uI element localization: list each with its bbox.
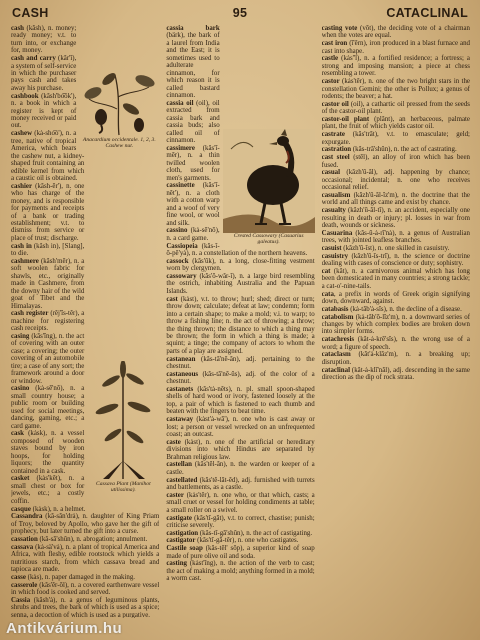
headword: cat (321, 267, 331, 275)
dictionary-entry (322, 336, 470, 351)
headword: casualty (321, 207, 346, 215)
headword: cashmere (11, 257, 39, 265)
dictionary-entry (166, 416, 314, 438)
headword: castration (321, 146, 352, 154)
headword: cash in (11, 242, 32, 250)
headword: castor oil (321, 100, 349, 108)
definition: (kăzh'ū-ăl-tĭ), n. an accident, especially one resulting in death or injury; pl. losses in war from death, wounds or sickness. (321, 207, 470, 230)
definition: (kăs-tā'nē-ŭs), adj. of the color of a chestnut. (166, 370, 315, 386)
headword: Cassia (11, 596, 31, 604)
headword: casque (11, 505, 31, 513)
headword: cata (321, 290, 334, 298)
definition: (kăt-ȧ-klī'năl), adj. descending in the same direction as the dip of rock strata. (321, 366, 470, 382)
definition: (kȧ-sē'nō), n. a small country house; a public room or building used for social meetings, dancing, gaming, etc.; a card game. (11, 385, 85, 430)
headword: casino (11, 385, 30, 393)
dictionary-entry (322, 351, 470, 366)
headword: cassia bark (166, 25, 220, 32)
definition: (bärk), the bark of a laurel from India and the East; it is sometimes used to adulterate cinnamon, for which reason it is called bastard cinnamon. (166, 32, 220, 100)
headword: castellan (166, 461, 192, 469)
headword: casting (166, 560, 188, 568)
headword: casual (321, 169, 341, 177)
dictionary-entry (11, 582, 159, 597)
headword: casuist (321, 245, 342, 252)
headword: Cassandra (11, 513, 43, 521)
definition: (vōt), the deciding vote of a chairman when the votes are equal. (321, 25, 470, 40)
dictionary-entry (322, 367, 470, 382)
definition: (kă-săn'drȧ), n. daughter of King Priam of Troy, beloved by Apollo, who gave her the gift of prophecy, but later turned the gift into a curse. (11, 513, 160, 536)
definition: (kăs'tĕ-lāt-ĕd), adj. furnished with turrets and battlements, as a castle. (166, 476, 315, 492)
headword: castaway (166, 416, 194, 424)
cashew-plant-illustration (79, 69, 159, 137)
headword: catabasis (321, 305, 349, 313)
definition: (kăzh'ū-ăl), adj. happening by chance; occasional; incidental; n. one who receives occasional relief. (321, 169, 470, 192)
headword: cassimere (166, 144, 195, 152)
headword: casse (11, 573, 26, 581)
dictionary-entry (166, 477, 314, 492)
dictionary-entry (322, 55, 470, 77)
column-3 (322, 25, 470, 618)
headword: cash register (11, 310, 49, 318)
headword: castor (321, 78, 340, 86)
watermark: Antikvárium.hu (6, 620, 123, 637)
definition: (kăsh'bo͝ok'), n. a book in which a register is kept of money received or paid out. (11, 92, 77, 130)
cashew-figure (79, 69, 159, 149)
definition: (kăsh in), [Slang], to die. (11, 242, 85, 258)
dictionary-entry (322, 306, 470, 313)
definition: (kȧ-sä'vȧ), n. a plant of tropical America and Africa, with fleshy, edible rootstock which yields a nutritious starch, from which cassava bread and tapioca are made. (11, 543, 160, 574)
headword: casuistry (321, 252, 349, 260)
header-right-guideword: CATACLINAL (386, 6, 468, 20)
column-2 (166, 25, 314, 618)
dictionary-entry (11, 506, 159, 513)
dictionary-entry (11, 243, 159, 258)
dictionary-entry (11, 513, 159, 535)
dictionary-entry (166, 25, 314, 100)
headword: cast (166, 295, 178, 303)
headword: cash and carry (11, 55, 56, 63)
headword: Castile soap (166, 545, 203, 553)
dictionary-entry (166, 537, 314, 544)
definition: (kăs'tĕl-ăn), n. the warden or keeper of a castle. (166, 461, 315, 476)
headword: casting vote (321, 25, 358, 32)
definition: (stēl), an alloy of iron which has been fused. (321, 154, 470, 169)
headword: castle (321, 55, 339, 63)
dictionary-entry (166, 461, 314, 476)
definition: (kȧs'kĕt), n. a small chest or box for jewels, etc.; a costly coffin. (11, 475, 85, 505)
definition: (kȧ-tăb'ȧ-sĭs), n. the decline of a disease. (348, 305, 462, 313)
dictionary-entry (166, 296, 314, 356)
dictionary-entry (166, 439, 314, 461)
headword: cask (11, 430, 25, 438)
header-left-guideword: CASH (12, 6, 49, 20)
dictionary-entry (11, 183, 159, 243)
dictionary-entry (11, 574, 159, 581)
dictionary-entry (322, 268, 470, 290)
definition: (kȧs), n. paper damaged in the making. (25, 573, 136, 581)
dictionary-entry (322, 146, 470, 153)
definition: (kȧs'tẽr), n. one who, or that which, casts; a small cruet or vessel for holding condiments at table; a small roller on a swivel. (166, 491, 315, 514)
dictionary-entry (322, 78, 470, 100)
dictionary-entry (322, 207, 470, 229)
headword: castor-oil plant (321, 115, 370, 123)
headword: casket (11, 475, 30, 483)
headword: casing (11, 332, 30, 340)
dictionary-entry (11, 597, 159, 618)
dictionary-entry (322, 291, 470, 306)
dictionary-entry (11, 544, 159, 574)
definition: (kȧsk), n. a vessel composed of wooden staves bound by iron hoops, for holding liquors; the quantity contained in a cask. (11, 430, 85, 475)
headword: cassowary (166, 273, 197, 281)
cassowary-figure (223, 129, 315, 245)
headword: castigate (166, 514, 192, 522)
dictionary-entry (166, 530, 314, 537)
definition: (kȧst), v.t. to throw; hurl; shed; direct or turn; throw down; calculate; defeat at law; condemn; form into a certain shape; to make a mold; v.i. to warp; to throw a fishing line; n. the act of throwing; a throw; the thing thrown; the distance to which a thing may be thrown; the form in which a thing is made; a squint; a tinge; the company of actors to whom the parts of a play are assigned. (166, 295, 315, 355)
definition: (kăsh-ēr'), n. one who has charge of the money, and is responsible for payments and receipts of a bank or trading establishment; v.t. to dismiss from service or place of trust; discharge. (11, 182, 85, 242)
definition: (kăt-ȧ-krē'sĭs), n. the wrong use of a word; a figure of speech. (321, 336, 470, 351)
dictionary-entry (322, 230, 470, 245)
dictionary-entry (322, 192, 470, 207)
columns (11, 25, 470, 618)
definition: (kăsh'mēr), n. a soft woolen fabric for shawls, etc., originally made in Cashmere, from the downy hair of the wild goat of Tibet and the Himalayas. (11, 257, 85, 310)
definition: (kăzh'ū-ĭs-trĭ), n. the science or doctrine dealing with cases of conscience or duty; sophistry. (321, 252, 470, 268)
definition: (kăt'ȧ-klăz'm), n. a breaking up; disruption. (321, 351, 470, 366)
dictionary-entry (166, 258, 314, 273)
dictionary-entry (166, 386, 314, 416)
definition: (kăs'ō-wâr-ĭ), n. a large bird resembling the ostrich, inhabiting Australia and the Papuan Islands. (166, 273, 315, 295)
definition: (kȧst'ȧ-wā'), n. one who is cast away or lost; a person or vessel wrecked on an unfrequented coast; an outcast. (166, 416, 315, 439)
definition: (kăr'ĭ), a system of self-service in which the purchaser pays cash and takes away his purchase. (11, 55, 77, 92)
dictionary-entry (11, 310, 159, 332)
definition: (kăzh'ū-ĭst), n. one skilled in casuistry. (341, 245, 450, 252)
definition: (kȧst'ĭng), n. the action of the verb to cast; the act of making a mold; anything formed in a mold; a worm cast. (166, 560, 315, 583)
definition: (oil), oil extracted from cassia bark and cassia buds; also called oil of cinnamon. (166, 99, 220, 145)
definition: (plănt), an herbaceous, palmate plant, the fruit of which yields castor oil. (321, 115, 470, 131)
definition: (kăs'ŭk), n. a long, close-fitting vestment worn by clergymen. (166, 257, 315, 273)
definition: (kăs'ĭ-mēr), n. a thin twilled woolen cloth, used for men's garments. (166, 144, 220, 182)
headword: cassino (166, 227, 188, 235)
dictionary-entry (166, 356, 314, 371)
cassava-figure (87, 361, 159, 493)
cassava-caption: Cassava Plant (Manihot utilissima). (95, 481, 151, 493)
headword: castaneous (166, 370, 199, 378)
definition: (kăs'tĭ-gāt), v.t. to correct, chastise; punish; criticise severely. (166, 514, 315, 529)
definition: (kăs'ẽr-ōl), n. a covered earthenware vessel in which food is cooked and served. (11, 581, 160, 597)
definition: (kăs-ĭ-ō-pē'yȧ), n. a constellation of the northern heavens. (166, 242, 308, 258)
headword: cataclinal (321, 366, 350, 374)
dictionary-entry (166, 515, 314, 530)
headword: castrate (321, 131, 345, 139)
definition: (kās'ĭng), n. the act of covering with an outer case; a covering; the outer covering of an automobile tire; a case of any sort; the framework around a door or window. (11, 332, 85, 385)
dictionary-entry (322, 253, 470, 268)
dictionary-entry (322, 245, 470, 252)
cassowary-caption: Crested Cassowary (Casuarius galeatus). (233, 233, 304, 245)
dictionary-entry (322, 40, 470, 55)
definition: (kȧs''l), n. a fortified residence; a fortress; a strong and imposing mansion; a piece at chess resembling a tower. (321, 55, 470, 78)
dictionary-entry (11, 25, 159, 55)
definition: (kăs'ĭ-nĕt'), n. a cloth with a cotton warp and a woof of very fine wool, or wool and silk. (166, 182, 220, 227)
headword: cataclasm (321, 351, 351, 359)
headword: catabolism (321, 313, 354, 321)
dictionary-entry (166, 545, 314, 560)
definition: (kăsh'ȧ), n. a genus of leguminous plants, shrubs and trees, the bark of which is used as a spice; senna, a decoction of which is used as a purgative. (11, 596, 160, 618)
cassava-plant-illustration (87, 361, 159, 481)
running-header (12, 6, 468, 22)
definition: (kăzh'ū-ăl-ĭz'm), n. the doctrine that the world and all things came and exist by chance. (321, 191, 470, 207)
dictionary-entry (166, 273, 314, 295)
headword: cashew (11, 130, 33, 138)
headword: cash (11, 25, 25, 32)
headword: caster (166, 491, 184, 499)
definition: (kăs-trā'shŭn), n. the act of castrating. (351, 146, 457, 154)
dictionary-entry (11, 536, 159, 543)
definition: (kȧ-tăb'ō-lĭz'm), n. a downward series of changes by which complex bodies are broken down into simpler forms. (321, 313, 470, 336)
headword: casserole (11, 581, 38, 589)
definition: (kăs-ū-ȧ-rī'nȧ), n. a genus of Australian trees, with jointed leafless branches. (321, 229, 470, 245)
dictionary-entry (322, 25, 470, 40)
headword: cashbook (11, 92, 39, 100)
headword: cassock (166, 257, 189, 265)
definition: (kăt), n. a carnivorous animal which has long been domesticated in many countries; a strong tackle; a cat-o'-nine-tails. (321, 267, 470, 290)
definition: (kă-sā'shŭn), n. abrogation; annulment. (37, 535, 148, 543)
cassowary-illustration (223, 129, 315, 233)
dictionary-entry (166, 492, 314, 514)
definition: (kȧ-sho͞o'), n. a tree, native of tropical America, which bears the cashew nut, a kidney-shaped fruit containing an edible kernel from which a caustic oil is obtained. (11, 130, 85, 182)
cashew-caption: Anacardium occidentale. 1, 2, 3. Cashew nut. (82, 137, 156, 149)
headword: casualism (321, 191, 351, 199)
headword: cassava (11, 543, 34, 551)
headword: cashier (11, 182, 33, 190)
dictionary-entry (11, 258, 159, 310)
headword: castigator (166, 537, 196, 545)
definition: (kȧs'tẽr), n. one of the two bright stars in the constellation Gemini; the other is Pollux; a genus of rodents; the beaver; a hat. (321, 78, 470, 100)
definition: (kăs'tĭ-gā-tẽr), n. one who castigates. (195, 537, 299, 545)
definition: (kăs-tĭ-gā'shŭn), n. the act of castigating. (198, 529, 313, 537)
headword: castanets (166, 386, 194, 394)
headword: cassia oil (166, 99, 194, 107)
headword: cast steel (321, 154, 350, 162)
definition: (rĕj'ĭs-tẽr), a machine for registering cash receipts. (11, 310, 85, 333)
column-1 (11, 25, 159, 618)
dictionary-entry (322, 131, 470, 146)
headword: castanean (166, 355, 196, 363)
headword: cassinette (166, 182, 195, 190)
definition: (kăs'tȧ-nĕts), n. pl. small spoon-shaped shells of hard wood or ivory, fastened loosely at the top, a pair of which is fastened to each thumb and beaten with the fingers to beat time. (166, 386, 315, 416)
definition: , a prefix in words of Greek origin signifying down, downward, against. (321, 290, 470, 306)
definition: (kăs-tēl' sōp), a superior kind of soap made of pure olive oil and soda. (166, 545, 315, 560)
headword: castigation (166, 529, 199, 537)
definition: (kăsh), n. money; ready money; v.t. to turn into, or exchange for, money. (11, 25, 77, 55)
headword: cassation (11, 535, 38, 543)
headword: caste (166, 438, 181, 446)
definition: (kăs'trāt), v.t. to emasculate; geld; expurgate. (321, 131, 470, 146)
definition: (kȧst), n. one of the artificial or hereditary divisions into which Hindus are separated by Brahman religious law. (166, 438, 315, 461)
headword: Cassiopeia (166, 242, 198, 250)
dictionary-entry (166, 560, 314, 582)
dictionary-entry (322, 154, 470, 169)
page-number: 95 (232, 6, 248, 20)
definition: (oil), a cathartic oil pressed from the seeds of the castor-oil plant. (321, 100, 470, 116)
headword: catachresis (321, 336, 355, 344)
definition: (ī'ẽrn), iron produced in a blast furnace and cast into shape. (321, 40, 470, 55)
definition: (kȧ-sē'nō), n. a card game. (166, 227, 220, 242)
dictionary-entry (322, 314, 470, 336)
headword: castellated (166, 476, 198, 484)
headword: cast iron (321, 40, 348, 48)
headword: Casuarina (321, 229, 353, 237)
dictionary-entry (322, 101, 470, 116)
dictionary-entry (322, 169, 470, 191)
dictionary-entry (166, 371, 314, 386)
definition: (kȧsk), n. a helmet. (30, 505, 86, 513)
dictionary-entry (322, 116, 470, 131)
definition: (kăs-tā'nē-ăn), adj. pertaining to the chestnut. (166, 355, 315, 371)
